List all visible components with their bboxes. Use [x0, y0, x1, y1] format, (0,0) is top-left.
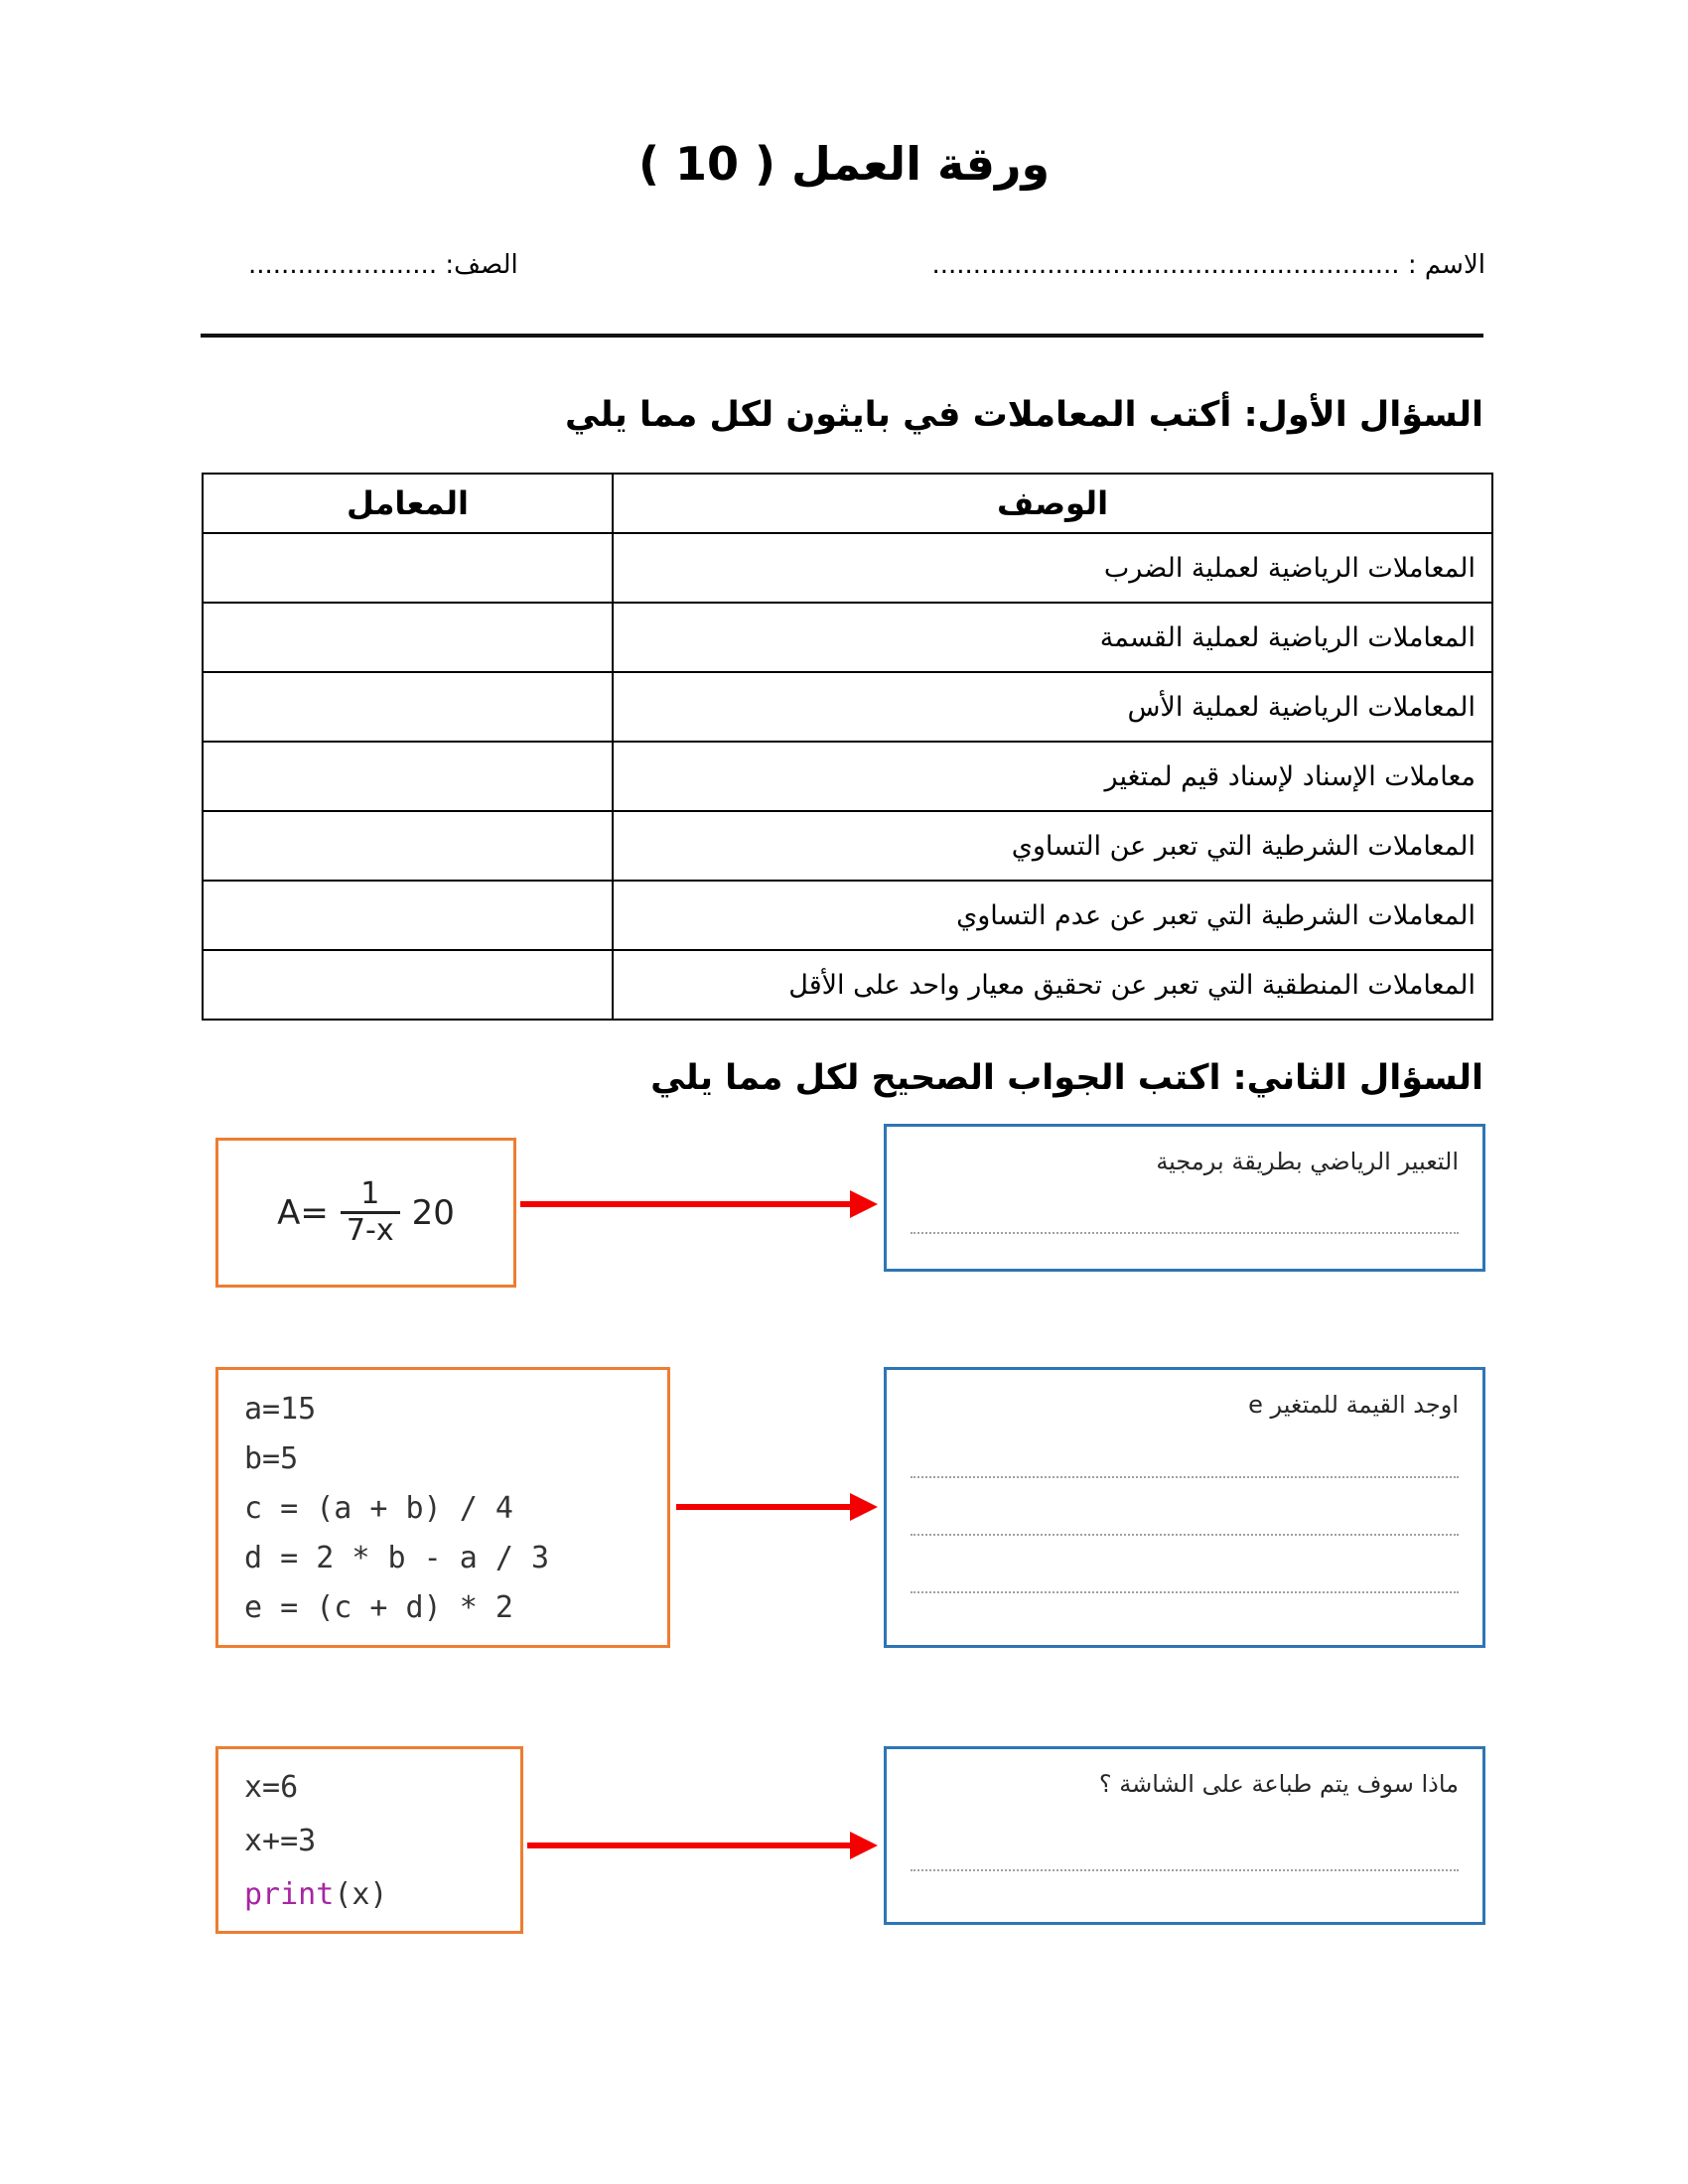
class-field: الصف: .......................: [248, 250, 518, 280]
operator-answer-cell: [203, 742, 613, 811]
table-row: [203, 811, 1492, 881]
code-source-box-2: [215, 1367, 670, 1648]
description-cell: المعاملات المنطقية التي تعبر عن تحقيق معيار واحد على الأقل: [613, 950, 1492, 1020]
description-column-header: الوصف: [613, 474, 1492, 533]
operator-answer-cell: [203, 950, 613, 1020]
description-cell: المعاملات الرياضية لعملية الأس: [613, 672, 1492, 742]
arrow-2: [676, 1493, 878, 1521]
answer-box-1: [884, 1124, 1485, 1272]
operators-table: [202, 473, 1493, 1021]
answer-dotted-line: [911, 1534, 1459, 1536]
code-line: c = (a + b) / 4: [244, 1491, 513, 1526]
arrow-head-icon: [850, 1493, 878, 1521]
answer-prompt: التعبير الرياضي بطريقة برمجية: [1156, 1148, 1459, 1175]
operator-answer-cell: [203, 672, 613, 742]
table-header-row: [203, 474, 1492, 533]
code-line: x=6: [244, 1770, 299, 1805]
answer-dotted-line: [911, 1869, 1459, 1871]
code-line-print: [244, 1868, 494, 1922]
table-row: [203, 950, 1492, 1020]
question2-heading: السؤال الثاني: اكتب الجواب الصحيح لكل مما يلي: [650, 1058, 1483, 1098]
description-cell: المعاملات الشرطية التي تعبر عن التساوي: [613, 811, 1492, 881]
code-source-box-3: [215, 1746, 523, 1934]
math-formula: [277, 1177, 455, 1249]
name-field: الاسم : .........................................................: [931, 250, 1485, 280]
fraction-numerator: 1: [360, 1175, 380, 1211]
formula-lhs: A=: [277, 1192, 329, 1233]
divider-rule: [201, 334, 1483, 338]
answer-box-2: [884, 1367, 1485, 1648]
formula-multiplier: 20: [411, 1192, 455, 1233]
description-cell: المعاملات الرياضية لعملية القسمة: [613, 603, 1492, 672]
table-row: [203, 672, 1492, 742]
code-line: a=15: [244, 1392, 317, 1427]
arrow-1: [520, 1190, 878, 1218]
description-cell: المعاملات الرياضية لعملية الضرب: [613, 533, 1492, 603]
code-line: b=5: [244, 1441, 299, 1476]
operator-answer-cell: [203, 533, 613, 603]
description-cell: المعاملات الشرطية التي تعبر عن عدم التساوي: [613, 881, 1492, 950]
print-keyword: print: [244, 1877, 335, 1912]
operator-answer-cell: [203, 881, 613, 950]
answer-dotted-line: [911, 1591, 1459, 1593]
arrow-3: [527, 1832, 878, 1859]
answer-dotted-line: [911, 1232, 1459, 1234]
arrow-line: [676, 1504, 852, 1510]
fraction-denominator: 7-x: [341, 1211, 400, 1249]
answer-box-3: [884, 1746, 1485, 1925]
formula-source-box: [215, 1138, 516, 1288]
fraction: [341, 1177, 400, 1249]
table-row: [203, 603, 1492, 672]
arrow-head-icon: [850, 1190, 878, 1218]
table-row: [203, 881, 1492, 950]
description-cell: معاملات الإسناد لإسناد قيم لمتغير: [613, 742, 1492, 811]
arrow-line: [527, 1843, 852, 1848]
arrow-line: [520, 1201, 852, 1207]
operator-column-header: المعامل: [203, 474, 613, 533]
answer-prompt: ماذا سوف يتم طباعة على الشاشة ؟: [1098, 1770, 1459, 1798]
code-line: x+=3: [244, 1824, 317, 1858]
table-row: [203, 742, 1492, 811]
student-info-row: [248, 250, 1485, 280]
code-line: d = 2 * b - a / 3: [244, 1541, 550, 1575]
answer-dotted-line: [911, 1476, 1459, 1478]
operator-answer-cell: [203, 811, 613, 881]
page-title: ورقة العمل ( 10 ): [637, 137, 1051, 191]
operator-answer-cell: [203, 603, 613, 672]
print-args: (x): [334, 1877, 388, 1912]
arrow-head-icon: [850, 1832, 878, 1859]
table-row: [203, 533, 1492, 603]
answer-prompt: اوجد القيمة للمتغير e: [1248, 1391, 1459, 1419]
code-line: e = (c + d) * 2: [244, 1590, 513, 1625]
question1-heading: السؤال الأول: أكتب المعاملات في بايثون لكل مما يلي: [564, 395, 1483, 435]
